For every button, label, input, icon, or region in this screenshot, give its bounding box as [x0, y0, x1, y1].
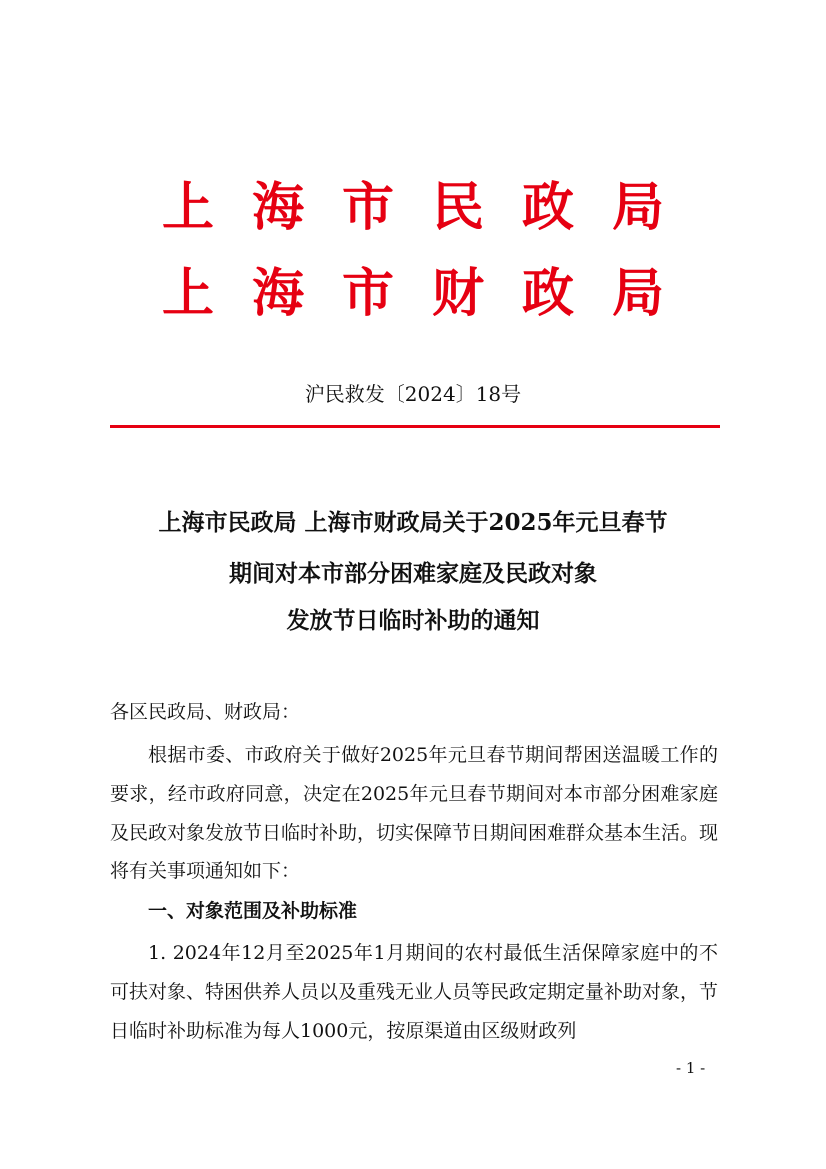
page-number: - 1 -	[676, 1059, 706, 1077]
document-title-line-2: 期间对本市部分困难家庭及民政对象	[229, 560, 597, 587]
body-paragraph-intro: 根据市委、市政府关于做好2025年元旦春节期间帮困送温暖工作的要求，经市政府同意，决定在2025年元旦春节期间对本市部分困难家庭及民政对象发放节日临时补助，切实保障节日期间困难群众基本生活。现将有关事项通知如下：	[110, 744, 719, 883]
red-divider-line	[110, 425, 720, 428]
body-paragraph-item-1: 1. 2024年12月至2025年1月期间的农村最低生活保障家庭中的不可扶对象、特困供养人员以及重残无业人员等民政定期定量补助对象，节日临时补助标准为每人1000元，按原渠道由区级财政列	[110, 942, 719, 1042]
document-title-line-1: 上海市民政局 上海市财政局关于2025年元旦春节	[158, 509, 668, 536]
section-heading-scope-and-standard: 一、对象范围及补助标准	[148, 900, 358, 922]
issuing-org-finance: 上海市财政局	[161, 263, 702, 324]
issuing-org-civil-affairs: 上海市民政局	[161, 177, 702, 238]
document-number: 沪民救发〔2024〕18号	[304, 382, 522, 406]
document-title-line-3: 发放节日临时补助的通知	[286, 607, 540, 634]
salutation: 各区民政局、财政局：	[110, 701, 301, 723]
